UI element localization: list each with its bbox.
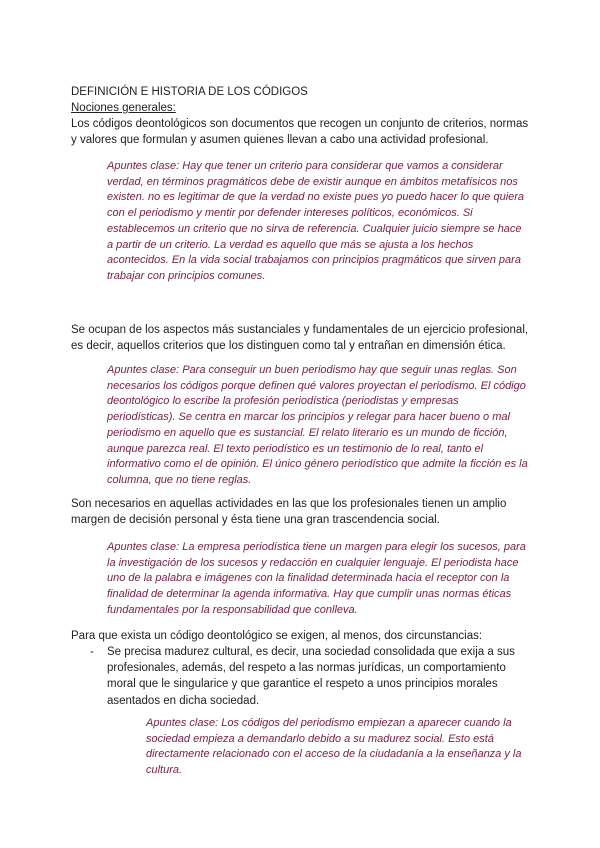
- paragraph-4: Para que exista un código deontológico se exigen, al menos, dos circunstancias:: [71, 630, 483, 642]
- class-note-2: Apuntes clase: Para conseguir un buen periodismo hay que seguir unas reglas. Son necesarios los códigos porque definen qué valores proyectan el periodismo. El código deontológico lo escribe la profesión periodística (periodistas y empresas periodísticas). Se centra en marcar los principios y relegar para hacer bueno o mal periodismo en aquello que es sustancial. El relato literario es un mundo de ficción, aunque parezca real. El texto periodístico es un testimonio de lo real, tanto el informativo como el de opinión. El único género periodístico que admite la ficción es la columna, que no tiene reglas.: [107, 364, 528, 486]
- paragraph-3: Son necesarios en aquellas actividades en las que los profesionales tienen un amplio margen de decisión personal y ésta tiene una gran trascendencia social.: [71, 498, 507, 527]
- class-note-4: Apuntes clase: Los códigos del periodismo empiezan a aparecer cuando la sociedad empieza a demandarlo debido a su madurez social. Esto está directamente relacionado con el acceso de la ciudadanía a la enseñanza y la cultura.: [146, 717, 522, 777]
- paragraph-2: Se ocupan de los aspectos más sustanciales y fundamentales de un ejercicio profesional, es decir, aquellos criterios que los distinguen como tal y entrañan en dimensión ética.: [71, 324, 529, 353]
- bullet-item-1: Se precisa madurez cultural, es decir, una sociedad consolidada que exija a sus profesionales, además, del respeto a las normas jurídicas, un comportamiento moral que le singularice y que garantice el respeto a unos principios morales asentados en dicha sociedad.: [107, 646, 515, 707]
- subsection-title: Nociones generales:: [71, 102, 176, 114]
- bullet-marker: -: [90, 646, 94, 658]
- class-note-1: Apuntes clase: Hay que tener un criterio para considerar que vamos a considerar verdad, en términos pragmáticos debe de existir aunque en ámbitos metafísicos nos existen. no es legitimar de que la verdad no existe pues yo puedo hacer lo que quiera con el periodismo y mentir por defender intereses políticos, económicos. Si establecemos un criterio que no sirva de referencia. Cualquier juicio siempre se hace a partir de un criterio. La verdad es aquello que más se ajusta a los hechos acontecidos. En la vida social trabajamos con principios pragmáticos que sirven para trabajar con principios comunes.: [107, 160, 525, 282]
- section-title: DEFINICIÓN E HISTORIA DE LOS CÓDIGOS: [71, 86, 308, 98]
- intro-paragraph: Los códigos deontológicos son documentos que recogen un conjunto de criterios, normas y valores que formulan y asumen quienes llevan a cabo una actividad profesional.: [71, 118, 529, 147]
- class-note-3: Apuntes clase: La empresa periodística tiene un margen para elegir los sucesos, para la investigación de los sucesos y redacción en cualquier lenguaje. El periodista hace uno de la palabra e imágenes con la finalidad determinada hacia el receptor con la finalidad de determinar la agenda informativa. Hay que cumplir unas normas éticas fundamentales por la responsabilidad que conlleva.: [107, 541, 526, 616]
